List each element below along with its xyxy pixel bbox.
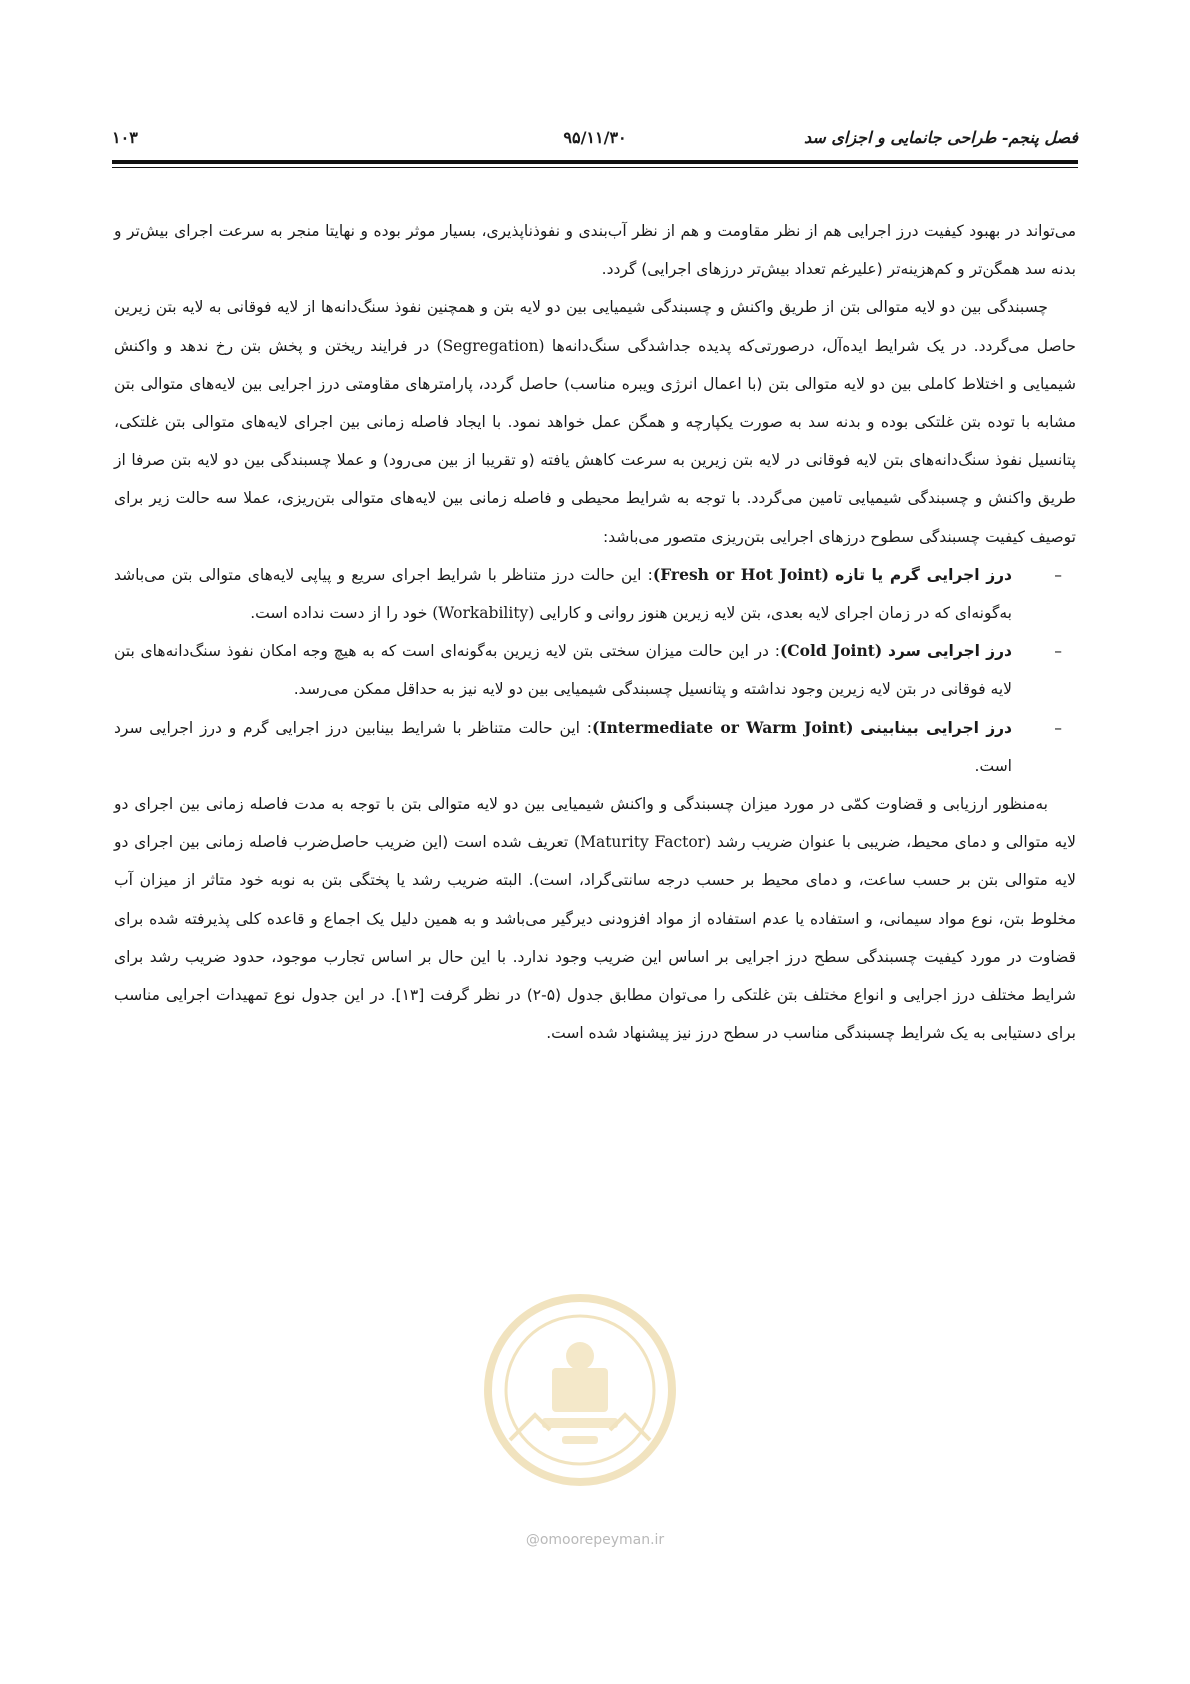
- page-header: [112, 128, 1078, 152]
- page-number: ۱۰۳: [112, 128, 138, 147]
- paragraph-2: [114, 288, 1076, 555]
- paragraph-2-text-b: در فرایند ریختن و پخش بتن رخ ندهد و واکنش شیمیایی و اختلاط کاملی بین دو لایه متوالی بتن (با اعمال انرژی ویبره مناسب) حاصل گردد، پارامترهای مقاومتی درز اجرایی بین لایه‌های متوالی بتن مشابه با توده بتن غلتکی بوده و بدنه سد به صورت یکپارچه و همگن عمل خواهد نمود. با ایجاد فاصله زمانی بین اجرای لایه‌های متوالی بتن غلتکی، پتانسیل نفوذ سنگ‌دانه‌های بتن لایه فوقانی در لایه بتن زیرین به سرعت کاهش یافته (و تقریبا از بین می‌رود) و عملا چسبندگی بین دو لایه بتن صرفا از طریق واکنش و چسبندگی شیمیایی تامین می‌گردد. با توجه به شرایط محیطی و فاصله زمانی بین لایه‌های متوالی بتن‌ریزی، عملا سه حالت زیر برای توصیف کیفیت چسبندگی سطوح درزهای اجرایی بتن‌ریزی متصور می‌باشد:: [114, 336, 1076, 546]
- list-item-warm-joint: [114, 709, 1076, 785]
- cold-joint-text-a: : در این حالت میزان سختی بتن لایه زیرین به‌گونه‌ای است که به هیچ وجه امکان نفوذ سنگ‌دانه‌های بتن لایه فوقانی در بتن لایه زیرین وجود نداشته و پتانسیل چسبندگی شیمیایی بین دو لایه نیز به حداقل ممکن می‌رسد.: [114, 642, 1012, 699]
- header-rule-thick: [112, 160, 1078, 164]
- bullet-dash: –: [1054, 642, 1062, 661]
- warm-joint-term: درز اجرایی بینابینی: [860, 718, 1013, 737]
- list-item-hot-joint: [114, 556, 1076, 632]
- warm-joint-text-a: : این حالت متناظر با شرایط بینابین درز اجرایی گرم و درز اجرایی سرد است.: [114, 718, 1012, 775]
- watermark-site: @omoorepeyman.ir: [525, 1532, 665, 1548]
- cold-joint-term: درز اجرایی سرد: [887, 642, 1012, 661]
- hot-joint-term-en: (Fresh or Hot Joint): [652, 564, 829, 584]
- seal-logo-icon: [480, 1290, 680, 1490]
- paragraph-3-text-a: به‌منظور ارزیابی و قضاوت کمّی در مورد میزان چسبندگی و واکنش شیمیایی بین دو لایه متوالی بتن با توجه به مدت فاصله زمانی بین اجرای دو لایه متوالی و دمای محیط، ضریبی با عنوان ضریب رشد: [114, 795, 1076, 852]
- joint-types-list: [114, 556, 1076, 785]
- maturity-factor-term: (Maturity Factor): [574, 833, 712, 852]
- warm-joint-term-en: (Intermediate or Warm Joint): [591, 717, 854, 737]
- paragraph-2-text-a: چسبندگی بین دو لایه متوالی بتن از طریق واکنش و چسبندگی شیمیایی بین دو لایه بتن و همچنین نفوذ سنگ‌دانه‌ها از لایه فوقانی به لایه بتن زیرین حاصل می‌گردد. در یک شرایط ایده‌آل، درصورتی‌که پدیده جداشدگی سنگ‌دانه‌ها: [114, 298, 1076, 355]
- hot-joint-text-a: : این حالت درز متناظر با شرایط اجرای سریع و پیاپی لایه‌های متوالی بتن می‌باشد به‌گونه‌ای که در زمان اجرای لایه بعدی، بتن لایه زیرین هنوز روانی و کارایی: [114, 565, 1012, 623]
- header-rule-thin: [112, 167, 1078, 168]
- segregation-term: (Segregation): [436, 336, 545, 355]
- cold-joint-term-en: (Cold Joint): [779, 641, 883, 661]
- list-item-cold-joint: [114, 632, 1076, 708]
- bullet-dash: –: [1054, 718, 1062, 737]
- paragraph-1-text: می‌تواند در بهبود کیفیت درز اجرایی هم از نظر مقاومت و هم از نظر آب‌بندی و نفوذناپذیری، بسیار موثر بوده و نهایتا منجر به سرعت اجرای بیش‌تر و بدنه سد همگن‌تر و کم‌هزینه‌تر (علیرغم تعداد بیش‌تر درزهای اجرایی) گردد.: [114, 222, 1076, 279]
- page-body: [114, 212, 1076, 1052]
- paragraph-1: [114, 212, 1076, 288]
- workability-term: (Workability): [432, 604, 535, 623]
- paragraph-3: [114, 785, 1076, 1052]
- hot-joint-text-b: خود را از دست نداده است.: [250, 604, 428, 623]
- header-date: ۹۵/۱۱/۳۰: [563, 128, 627, 147]
- bullet-dash: –: [1054, 565, 1062, 584]
- chapter-title: فصل پنجم- طراحی جانمایی و اجزای سد: [804, 128, 1078, 147]
- paragraph-3-text-b: تعریف شده است (این ضریب حاصل‌ضرب فاصله زمانی بین اجرای دو لایه متوالی بتن بر حسب ساعت، و دمای محیط بر حسب درجه سانتی‌گراد، است). البته ضریب رشد یا پختگی بتن به نوبه خود متاثر از میزان آب مخلوط بتن، نوع مواد سیمانی، و استفاده یا عدم استفاده از مواد افزودنی دیرگیر می‌باشد و به همین دلیل یک اجماع و قاعده کلی پذیرفته شده برای قضاوت در مورد کیفیت چسبندگی سطح درز اجرایی بر اساس این ضریب وجود ندارد. با این حال بر اساس تجارب موجود، حدود ضریب رشد برای شرایط مختلف درز اجرایی و انواع مختلف بتن غلتکی را می‌توان مطابق جدول (۵-۲) در نظر گرفت [۱۳]. در این جدول نوع تمهیدات اجرایی مناسب برای دستیابی به یک شرایط چسبندگی مناسب در سطح درز نیز پیشنهاد شده است.: [114, 833, 1076, 1043]
- hot-joint-term: درز اجرایی گرم یا تازه: [835, 565, 1012, 584]
